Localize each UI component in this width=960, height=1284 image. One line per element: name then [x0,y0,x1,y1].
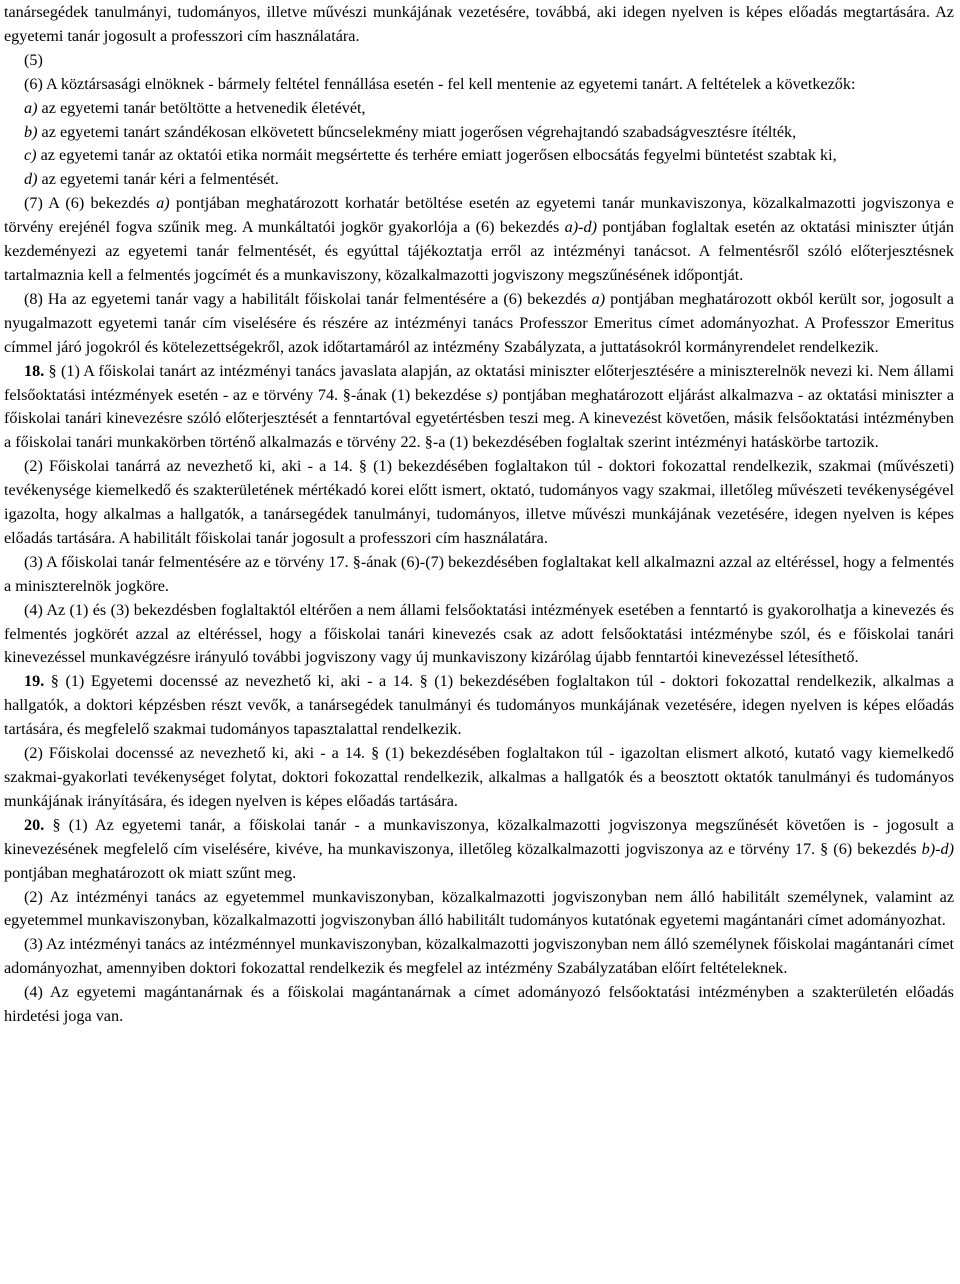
paragraph-18-2 [4,455,954,551]
paragraph-18-3 [4,551,954,599]
text-run: az egyetemi tanár az oktatói etika normáit megsértette és terhére emiatt jogerősen elbocsátás fegyelmi büntetést szabtak ki, [36,146,837,165]
text-run: az egyetemi tanárt szándékosan elkövetett bűncselekmény miatt jogerősen végrehajtandó szabadságvesztésre ítélték, [37,122,797,141]
italic-reference: a) [156,194,170,213]
text-run: (6) A köztársasági elnöknek - bármely feltétel fennállása esetén - fel kell mentenie az egyetemi tanárt. A feltételek a következők: [24,74,856,93]
paragraph-5 [4,49,954,73]
text-run: pontjában meghatározott okból került sor, jogosult a nyugalmazott egyetemi tanár cím viselésére és részére az intézményi tanács Professzor Emeritus címet adományozhat. A Professzor Emeritus címmel járó jogokról és kötelezettségekről, azok időtartamáról az intézmény Szabályzata, a juttatásokról kormányrendelet rendelkezik. [4,289,954,356]
text-run: (8) Ha az egyetemi tanár vagy a habilitált főiskolai tanár felmentésére a (6) bekezdés [24,289,592,308]
italic-reference: a) [591,289,606,308]
paragraph-20-4 [4,981,954,1029]
italic-reference: s) [486,385,498,404]
italic-reference: a)-d) [564,218,598,237]
section-number: 20. [24,815,45,834]
paragraph-18-1 [4,360,954,456]
italic-reference: d) [24,170,38,189]
text-run: § (1) Egyetemi docenssé az nevezhető ki, aki - a 14. § (1) bekezdésében foglaltakon túl - doktori fokozattal rendelkezik, alkalmas a hallgatók, a doktori képzésben részt vevők, a tanársegédek tanulmányi és tudományos munkájának vezetésére, idegen nyelven is képes előadás tartására, és megfelelő szakmai tudományos tapasztalattal rendelkezik. [4,672,954,739]
paragraph-6c [4,144,954,168]
text-run: (2) Főiskolai tanárrá az nevezhető ki, aki - a 14. § (1) bekezdésében foglaltakon túl - doktori fokozattal rendelkezik, szakmai (művészeti) tevékenysége kiemelkedő és szakterületének mértékadó korei előtt ismert, oktató, tudományos vagy szakmai, illetőleg művészeti tevékenységével igazolta, hogy alkalmas a hallgatók, a tanársegédek tanulmányi, tudományos, illetve művészi munkájának vezetésére, idegen nyelven is képes előadás tartására. A habilitált főiskolai tanár jogosult a professzori cím használatára. [4,457,954,547]
text-run: tanársegédek tanulmányi, tudományos, illetve művészi munkájának vezetésére, továbbá, aki idegen nyelven is képes előadás megtartására. Az egyetemi tanár jogosult a professzori cím használatára. [4,3,954,45]
section-number: 18. [24,361,45,380]
paragraph-8 [4,288,954,360]
text-run: pontjában meghatározott korhatár betöltése esetén az egyetemi tanár munkaviszonya, közalkalmazotti jogviszonya e törvény erejénél fogva szűnik meg. A munkáltatói jogkör gyakorlója a (6) bekezdés [4,194,954,237]
text-run: pontjában foglaltak esetén az oktatási miniszter útján kezdeményezi az egyetemi tanár felmentését, és egyúttal tájékoztatja erről az intézményi tanácsot. A felmentésről szóló előterjesztésnek tartalmaznia kell a felmentés jogcímét és a munkaviszony, közalkalmazotti jogviszony megszűnésének időpontját. [4,218,955,284]
paragraph-19-1 [4,670,954,742]
text-run: (7) A (6) bekezdés [24,194,157,213]
paragraph-20-2 [4,886,954,934]
text-run: pontjában meghatározott eljárást alkalmazva - az oktatási miniszter a főiskolai tanári kinevezésre szóló előterjesztését a fenntartóval egyetértésben teszi meg. A kinevezést követően, másik felsőoktatási intézményben a főiskolai tanári munkakörben történő alkalmazás e törvény 22. §-a (1) bekezdésében foglaltak szerint intézményi hatáskörbe tartozik. [4,385,954,452]
paragraph-20-1 [4,814,954,886]
text-run: (3) Az intézményi tanács az intézménnyel munkaviszonyban, közalkalmazotti jogviszonyban nem álló személynek főiskolai magántanári címet adományozhat, amennyiben doktori fokozattal rendelkezik és megfelel az intézmény Szabályzatában előírt feltételeknek. [4,935,954,978]
paragraph-6 [4,73,954,97]
text-run: (4) Az (1) és (3) bekezdésben foglaltaktól eltérően a nem állami felsőoktatási intézmények esetében a fenntartó is gyakorolhatja a kinevezés és felmentés jogkörét azzal az eltéréssel, hogy a főiskolai tanári kinevezés csak az adott felsőoktatási intézménybe szól, és e főiskolai tanári kinevezéssel munkavégzésre irányuló további jogviszony vagy új munkaviszony kizárólag újabb fenntartói kinevezéssel létesíthető. [4,600,954,667]
text-run: az egyetemi tanár betöltötte a hetvenedik életévét, [37,98,366,117]
paragraph-18-4 [4,599,954,671]
text-run: (3) A főiskolai tanár felmentésére az e törvény 17. §-ának (6)-(7) bekezdésében foglaltakat kell alkalmazni azzal az eltéréssel, hogy a felmentés a miniszterelnök jogköre. [4,552,954,595]
italic-reference: b)-d) [921,839,954,858]
paragraph-7 [4,192,954,288]
text-run: (5) [24,50,43,69]
text-run: (4) Az egyetemi magántanárnak és a főiskolai magántanárnak a címet adományozó felsőoktatási intézményben a szakterületén előadás hirdetési joga van. [4,983,954,1026]
section-number: 19. [24,672,45,691]
text-run: (2) Főiskolai docenssé az nevezhető ki, aki - a 14. § (1) bekezdésében foglaltakon túl - igazoltan elismert alkotó, kutató vagy kiemelkedő szakmai-gyakorlati tevékenységet folytat, doktori fokozattal rendelkezik, alkalmas a hallgatók és a beosztott oktatók tanulmányi és tudományos munkájának irányítására, és idegen nyelven is képes előadás tartására. [4,744,954,810]
paragraph-6d [4,168,954,192]
paragraph-6b [4,121,954,145]
paragraph-19-2 [4,742,954,814]
paragraph-20-3 [4,933,954,981]
text-run: (2) Az intézményi tanács az egyetemmel munkaviszonyban, közalkalmazotti jogviszonyban nem álló habilitált személynek, valamint az egyetemmel munkaviszonyban, közalkalmazotti jogviszonyban álló habilitált tudományos kutatónak egyetemi magántanári címet adományozhat. [4,887,954,930]
text-run: az egyetemi tanár kéri a felmentését. [37,170,279,189]
text-run: § (1) A főiskolai tanárt az intézményi tanács javaslata alapján, az oktatási miniszter előterjesztésére a miniszterelnök nevezi ki. Nem állami felsőoktatási intézmények esetén - az e törvény 74. §-ának (1) bekezdése [4,361,954,404]
text-run: § (1) Az egyetemi tanár, a főiskolai tanár - a munkaviszonya, közalkalmazotti jogviszonya megszűnését követően is - jogosult a kinevezésének megfelelő cím viselésére, kivéve, ha munkaviszonya, illetőleg közalkalmazotti jogviszonya az e törvény 17. § (6) bekezdés [4,815,954,858]
paragraph-cont [4,1,954,49]
text-run: pontjában meghatározott ok miatt szűnt meg. [4,863,297,882]
italic-reference: b) [24,122,38,141]
italic-reference: a) [24,98,38,117]
paragraph-6a [4,97,954,121]
italic-reference: c) [24,146,37,165]
